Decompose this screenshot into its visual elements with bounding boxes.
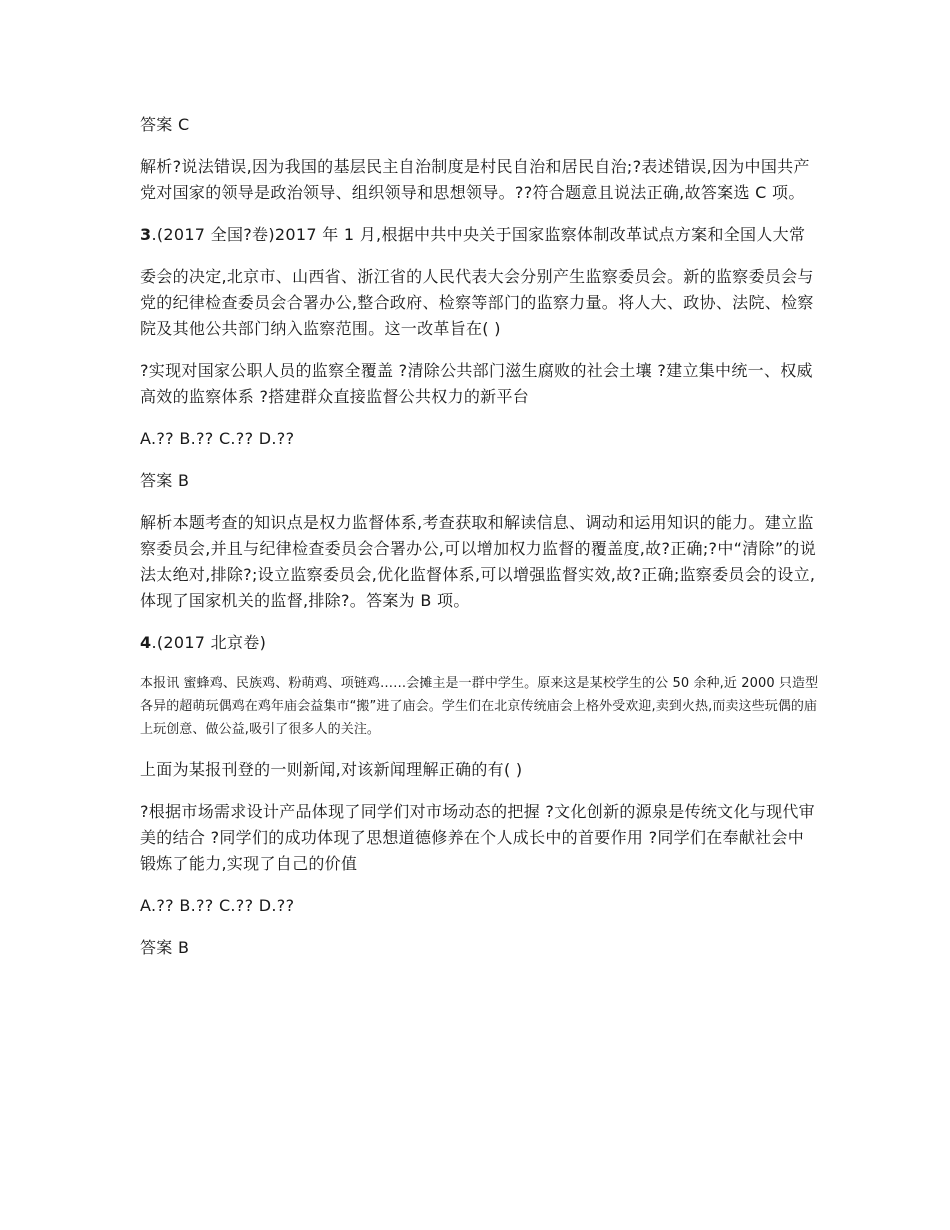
q3-answer: 答案 B (140, 471, 190, 490)
q4-statements: ?根据市场需求设计产品体现了同学们对市场动态的把握 ?文化创新的源泉是传统文化与现代审美的结合 ?同学们的成功体现了思想道德修养在个人成长中的首要作用 ?同学们在奉献社会中锻炼了能力,实现了自己的价值 (140, 802, 815, 873)
q4-answer: 答案 B (140, 938, 190, 957)
q3-number: 3 (140, 225, 152, 244)
q4-stem: 上面为某报刊登的一则新闻,对该新闻理解正确的有( ) (140, 760, 523, 779)
q4-source: .(2017 北京卷) (151, 633, 267, 652)
q4-news: 本报讯 蜜蜂鸡、民族鸡、粉萌鸡、项链鸡……会摊主是一群中学生。原来这是某校学生的公 50 余种,近 2000 只造型各异的超萌玩偶鸡在鸡年庙会益集市“搬”进了庙会。学生们在北京传统庙会上格外受欢迎,卖到火热,而卖这些玩偶的庙 上玩创意、做公益,吸引了很多人的关注。 (140, 676, 822, 737)
q4-header (140, 630, 820, 656)
q3-stem-line2: 委会的决定,北京市、山西省、浙江省的人民代表大会分别产生监察委员会。新的监察委员会与党的纪律检查委员会合署办公,整合政府、检察等部门的监察力量。将人大、政协、法院、检察院及其他公共部门纳入监察范围。这一改革旨在( ) (140, 267, 814, 338)
document-page (140, 112, 820, 977)
q3-stem-text: .(2017 全国?卷)2017 年 1 月,根据中共中央关于国家监察体制改革试点方案和全国人大常 (151, 225, 806, 244)
q4-options: A.?? B.?? C.?? D.?? (140, 896, 295, 915)
q2-answer: 答案 C (140, 115, 190, 134)
q3-analysis: 解析本题考查的知识点是权力监督体系,考查获取和解读信息、调动和运用知识的能力。建立监察委员会,并且与纪律检查委员会合署办公,可以增加权力监督的覆盖度,故?正确;?中“清除”的说法太绝对,排除?;设立监察委员会,优化监督体系,可以增强监督实效,故?正确;监察委员会的设立,体现了国家机关的监督,排除?。答案为 B 项。 (140, 513, 817, 610)
q2-analysis: 解析?说法错误,因为我国的基层民主自治制度是村民自治和居民自治;?表述错误,因为中国共产党对国家的领导是政治领导、组织领导和思想领导。??符合题意且说法正确,故答案选 C 项。 (140, 157, 810, 202)
q3-stem-line1 (140, 222, 820, 248)
q3-options: A.?? B.?? C.?? D.?? (140, 429, 295, 448)
q4-number: 4 (140, 633, 152, 652)
q3-statements: ?实现对国家公职人员的监察全覆盖 ?清除公共部门滋生腐败的社会土壤 ?建立集中统一、权威高效的监察体系 ?搭建群众直接监督公共权力的新平台 (140, 361, 813, 406)
